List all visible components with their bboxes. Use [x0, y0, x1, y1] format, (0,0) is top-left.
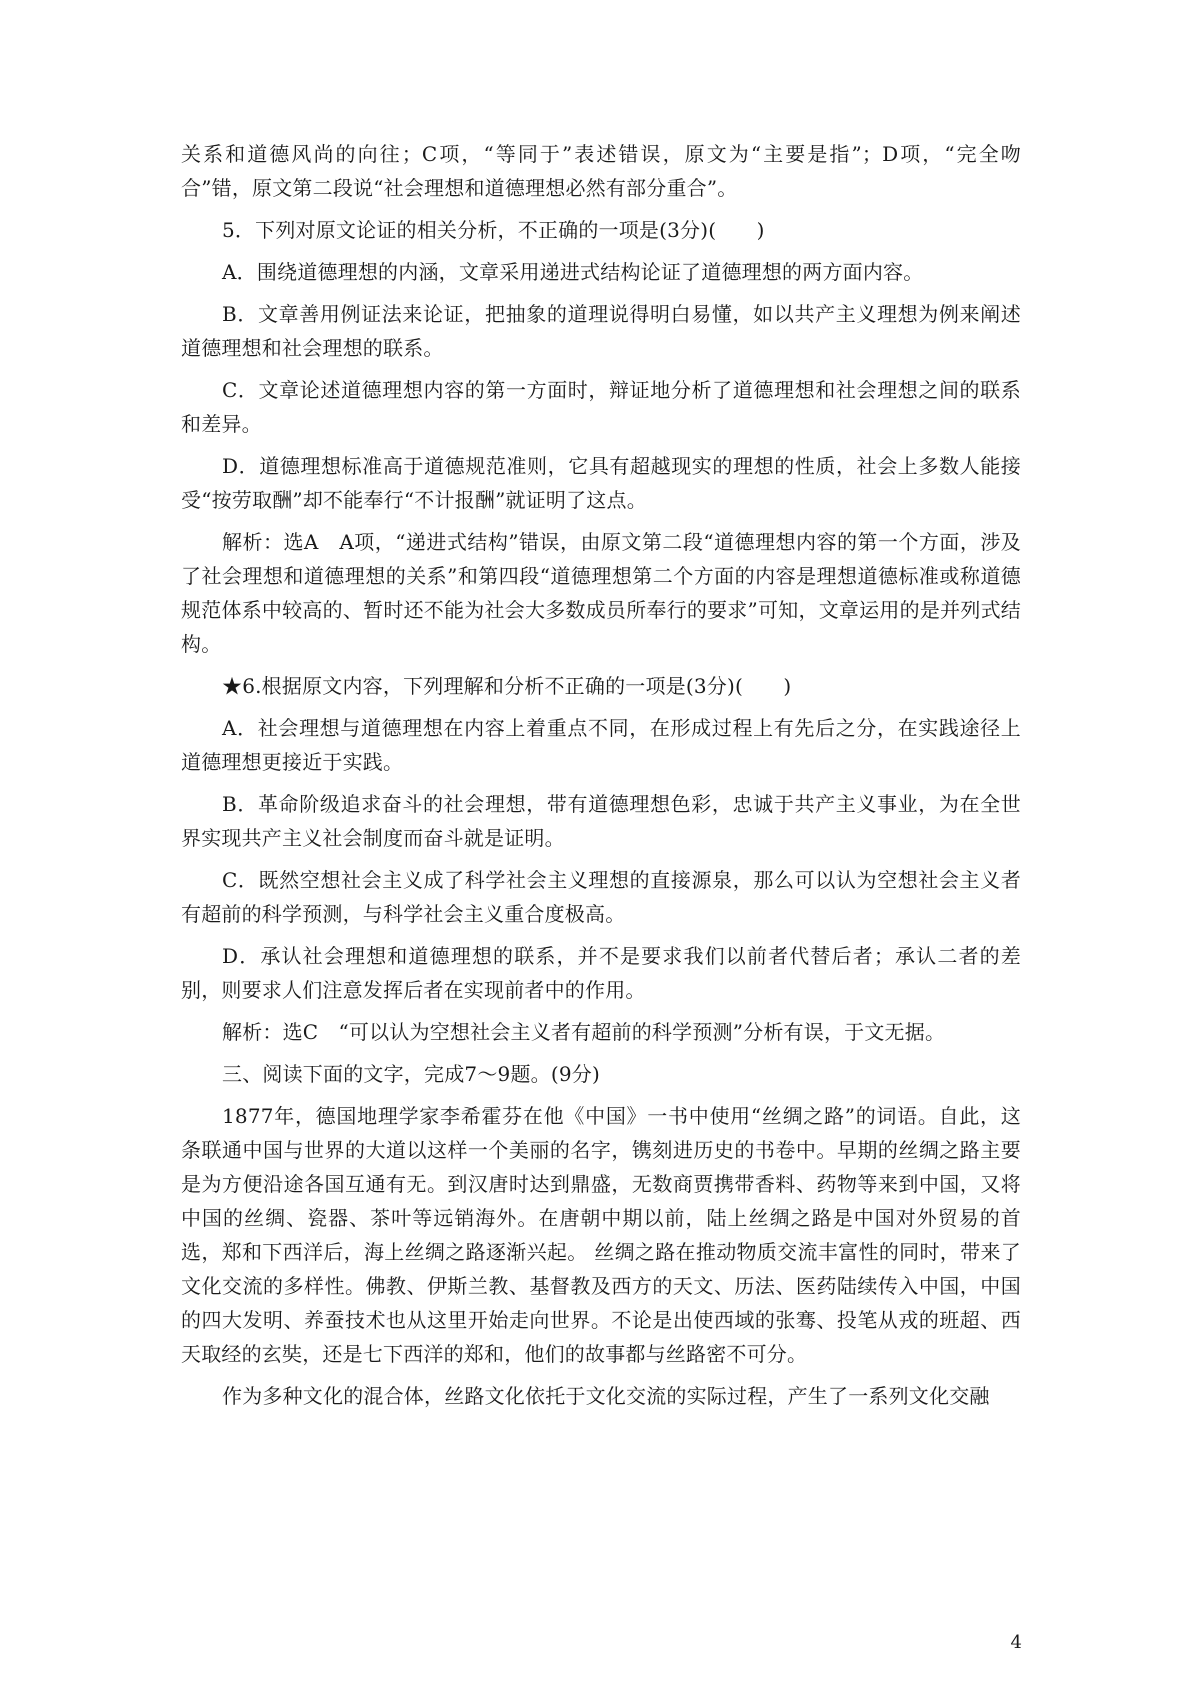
- reading-passage-paragraph: 1877年，德国地理学家李希霍芬在他《中国》一书中使用“丝绸之路”的词语。自此，这条联通中国与世界的大道以这样一个美丽的名字，镌刻进历史的书卷中。早期的丝绸之路主要是为方便沿途各国互通有无。到汉唐时达到鼎盛，无数商贾携带香料、药物等来到中国，又将中国的丝绸、瓷器、茶叶等远销海外。在唐朝中期以前，陆上丝绸之路是中国对外贸易的首选，郑和下西洋后，海上丝绸之路逐渐兴起。 丝绸之路在推动物质交流丰富性的同时，带来了文化交流的多样性。佛教、伊斯兰教、基督教及西方的天文、历法、医药陆续传入中国，中国的四大发明、养蚕技术也从这里开始走向世界。不论是出使西域的张骞、投笔从戎的班超、西天取经的玄奘，还是七下西洋的郑和，他们的故事都与丝路密不可分。: [181, 1104, 1021, 1366]
- question-5-option-b: B．文章善用例证法来论证，把抽象的道理说得明白易懂，如以共产主义理想为例来阐述道德理想和社会理想的联系。: [181, 302, 1021, 360]
- question-6-option-b: B．革命阶级追求奋斗的社会理想，带有道德理想色彩，忠诚于共产主义事业，为在全世界实现共产主义社会制度而奋斗就是证明。: [181, 792, 1021, 850]
- question-6-option-a: A．社会理想与道德理想在内容上着重点不同，在形成过程上有先后之分，在实践途径上道德理想更接近于实践。: [181, 716, 1021, 774]
- question-5-analysis: 解析：选A A项，“递进式结构”错误，由原文第二段“道德理想内容的第一个方面，涉及了社会理想和道德理想的关系”和第四段“道德理想第二个方面的内容是理想道德标准或称道德规范体系中较高的、暂时还不能为社会大多数成员所奉行的要求”可知，文章运用的是并列式结构。: [181, 530, 1021, 656]
- section-three-heading: 三、阅读下面的文字，完成7～9题。(9分): [222, 1062, 600, 1086]
- question-5-option-c: C．文章论述道德理想内容的第一方面时，辩证地分析了道德理想和社会理想之间的联系和差异。: [181, 378, 1021, 436]
- question-5-option-d: D．道德理想标准高于道德规范准则，它具有超越现实的理想的性质，社会上多数人能接受“按劳取酬”却不能奉行“不计报酬”就证明了这点。: [181, 454, 1021, 512]
- question-6-analysis: 解析：选C “可以认为空想社会主义者有超前的科学预测”分析有误，于文无据。: [222, 1020, 946, 1044]
- reading-passage-paragraph: 作为多种文化的混合体，丝路文化依托于文化交流的实际过程，产生了一系列文化交融: [222, 1384, 990, 1408]
- question-6-option-d: D．承认社会理想和道德理想的联系，并不是要求我们以前者代替后者；承认二者的差别，则要求人们注意发挥后者在实现前者中的作用。: [181, 944, 1021, 1002]
- page-number: 4: [1010, 1632, 1022, 1653]
- question-5-option-a: A．围绕道德理想的内涵，文章采用递进式结构论证了道德理想的两方面内容。: [222, 260, 924, 284]
- document-body: [181, 137, 1021, 1421]
- question-6-stem: ★6.根据原文内容，下列理解和分析不正确的一项是(3分)( ): [222, 674, 792, 698]
- question-5-stem: 5．下列对原文论证的相关分析，不正确的一项是(3分)( ): [222, 218, 765, 242]
- paragraph: 关系和道德风尚的向往；C项，“等同于”表述错误，原文为“主要是指”；D项，“完全吻合”错，原文第二段说“社会理想和道德理想必然有部分重合”。: [181, 142, 1021, 200]
- question-6-option-c: C．既然空想社会主义成了科学社会主义理想的直接源泉，那么可以认为空想社会主义者有超前的科学预测，与科学社会主义重合度极高。: [181, 868, 1021, 926]
